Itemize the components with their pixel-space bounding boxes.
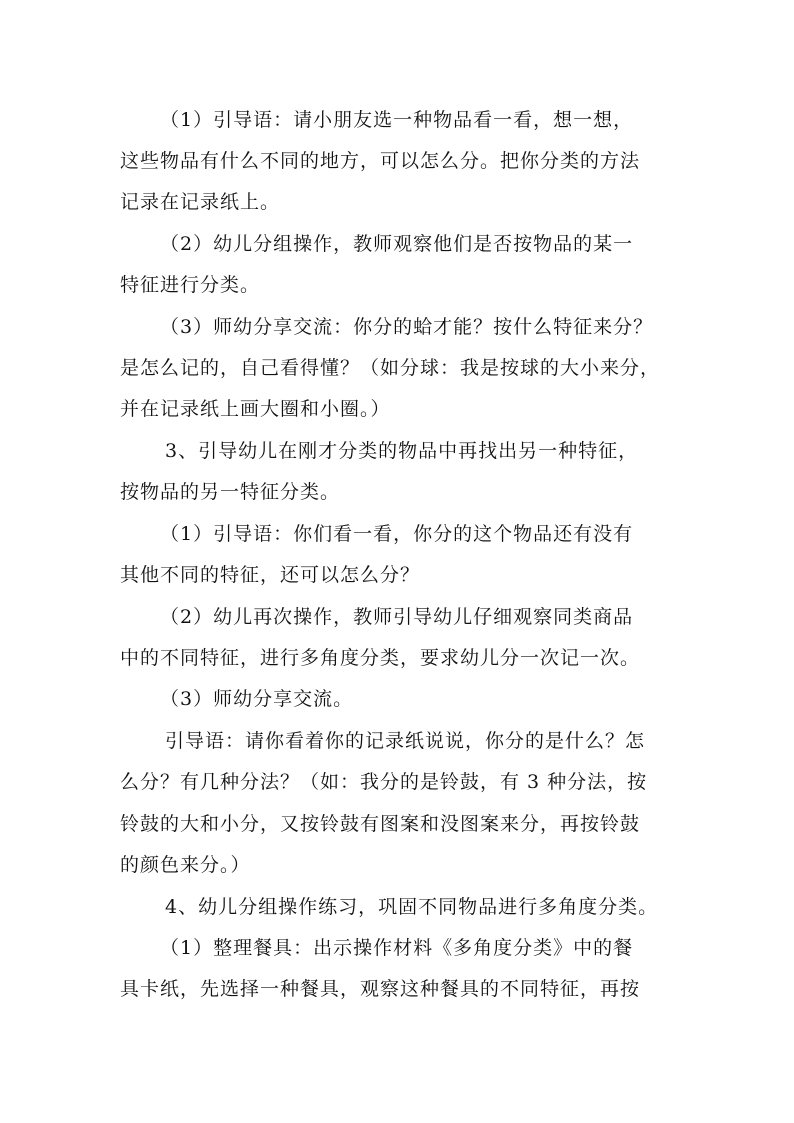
paragraph-line: 引导语：请你看着你的记录纸说说，你分的是什么？怎 <box>165 730 646 752</box>
section-heading-line: 4、幼儿分组操作练习，巩固不同物品进行多角度分类。 <box>165 896 659 918</box>
paragraph-line: 铃鼓的大和小分，又按铃鼓有图案和没图案来分，再按铃鼓 <box>120 813 641 835</box>
paragraph-line: （1）整理餐具：出示操作材料《多角度分类》中的餐 <box>160 937 634 959</box>
paragraph-line: 特征进行分类。 <box>120 274 261 296</box>
paragraph-line: 并在记录纸上画大圈和小圈。） <box>120 398 391 420</box>
paragraph-line: （3）师幼分享交流。 <box>160 688 354 710</box>
paragraph-line: 这些物品有什么不同的地方，可以怎么分。把你分类的方法 <box>120 150 641 172</box>
paragraph-line: 么分？有几种分法？（如：我分的是铃鼓，有 3 种分法，按 <box>120 771 648 793</box>
paragraph-line: （2）幼儿分组操作，教师观察他们是否按物品的某一 <box>160 233 634 255</box>
paragraph-line: 是怎么记的，自己看得懂？（如分球：我是按球的大小来分， <box>120 357 661 379</box>
paragraph-line: 按物品的另一特征分类。 <box>120 481 341 503</box>
section-heading-line: 3、引导幼儿在刚才分类的物品中再找出另一种特征， <box>165 440 639 462</box>
paragraph-line: （3）师幼分享交流：你分的蛤才能？按什么特征来分？ <box>160 316 654 338</box>
paragraph-line: 的颜色来分。） <box>120 854 251 876</box>
paragraph-line: （1）引导语：你们看一看，你分的这个物品还有没有 <box>160 523 634 545</box>
paragraph-line: （1）引导语：请小朋友选一种物品看一看，想一想， <box>160 109 634 131</box>
paragraph-line: 其他不同的特征，还可以怎么分？ <box>120 564 421 586</box>
paragraph-line: 中的不同特征，进行多角度分类，要求幼儿分一次记一次。 <box>120 647 641 669</box>
paragraph-line: （2）幼儿再次操作，教师引导幼儿仔细观察同类商品 <box>160 606 634 628</box>
paragraph-line: 记录在记录纸上。 <box>120 191 281 213</box>
paragraph-line: 具卡纸，先选择一种餐具，观察这种餐具的不同特征，再按 <box>120 978 641 1000</box>
